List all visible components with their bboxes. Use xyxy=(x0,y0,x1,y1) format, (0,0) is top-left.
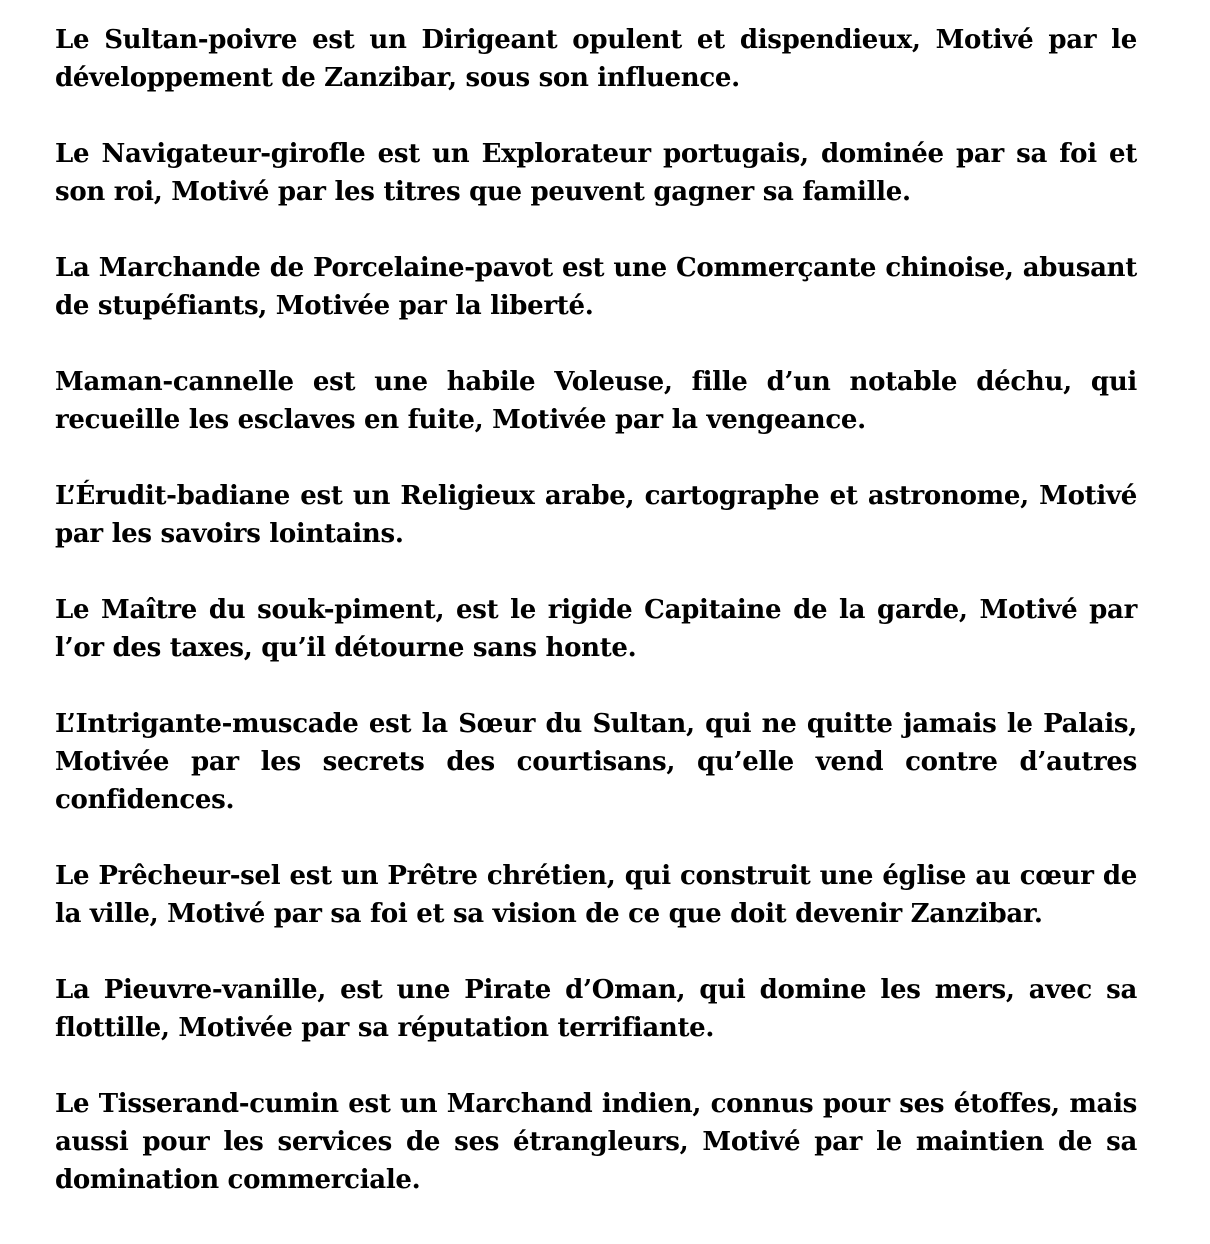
document-page xyxy=(55,21,1137,1237)
paragraph-precheur-sel: Le Prêcheur-sel est un Prêtre chrétien, qui construit une église au cœur de la ville, Motivé par sa foi et sa vision de ce que doit devenir Zanzibar. xyxy=(55,861,1137,929)
paragraph-sultan-poivre: Le Sultan-poivre est un Dirigeant opulent et dispendieux, Motivé par le développement de Zanzibar, sous son influence. xyxy=(55,25,1137,93)
paragraph-navigateur-girofle: Le Navigateur-girofle est un Explorateur portugais, dominée par sa foi et son roi, Motivé par les titres que peuvent gagner sa famille. xyxy=(55,139,1137,207)
paragraph-tisserand-cumin: Le Tisserand-cumin est un Marchand indien, connus pour ses étoffes, mais aussi pour les services de ses étrangleurs, Motivé par le maintien de sa domination commerciale. xyxy=(55,1089,1137,1195)
paragraph-maitre-souk-piment: Le Maître du souk-piment, est le rigide Capitaine de la garde, Motivé par l’or des taxes, qu’il détourne sans honte. xyxy=(55,595,1137,663)
paragraph-intrigante-muscade: L’Intrigante-muscade est la Sœur du Sultan, qui ne quitte jamais le Palais, Motivée par les secrets des courtisans, qu’elle vend contre d’autres confidences. xyxy=(55,709,1137,815)
paragraph-marchande-porcelaine-pavot: La Marchande de Porcelaine-pavot est une Commerçante chinoise, abusant de stupéfiants, Motivée par la liberté. xyxy=(55,253,1137,321)
paragraph-erudit-badiane: L’Érudit-badiane est un Religieux arabe, cartographe et astronome, Motivé par les savoirs lointains. xyxy=(55,481,1137,549)
paragraph-maman-cannelle: Maman-cannelle est une habile Voleuse, fille d’un notable déchu, qui recueille les esclaves en fuite, Motivée par la vengeance. xyxy=(55,367,1137,435)
paragraph-pieuvre-vanille: La Pieuvre-vanille, est une Pirate d’Oman, qui domine les mers, avec sa flottille, Motivée par sa réputation terrifiante. xyxy=(55,975,1137,1043)
